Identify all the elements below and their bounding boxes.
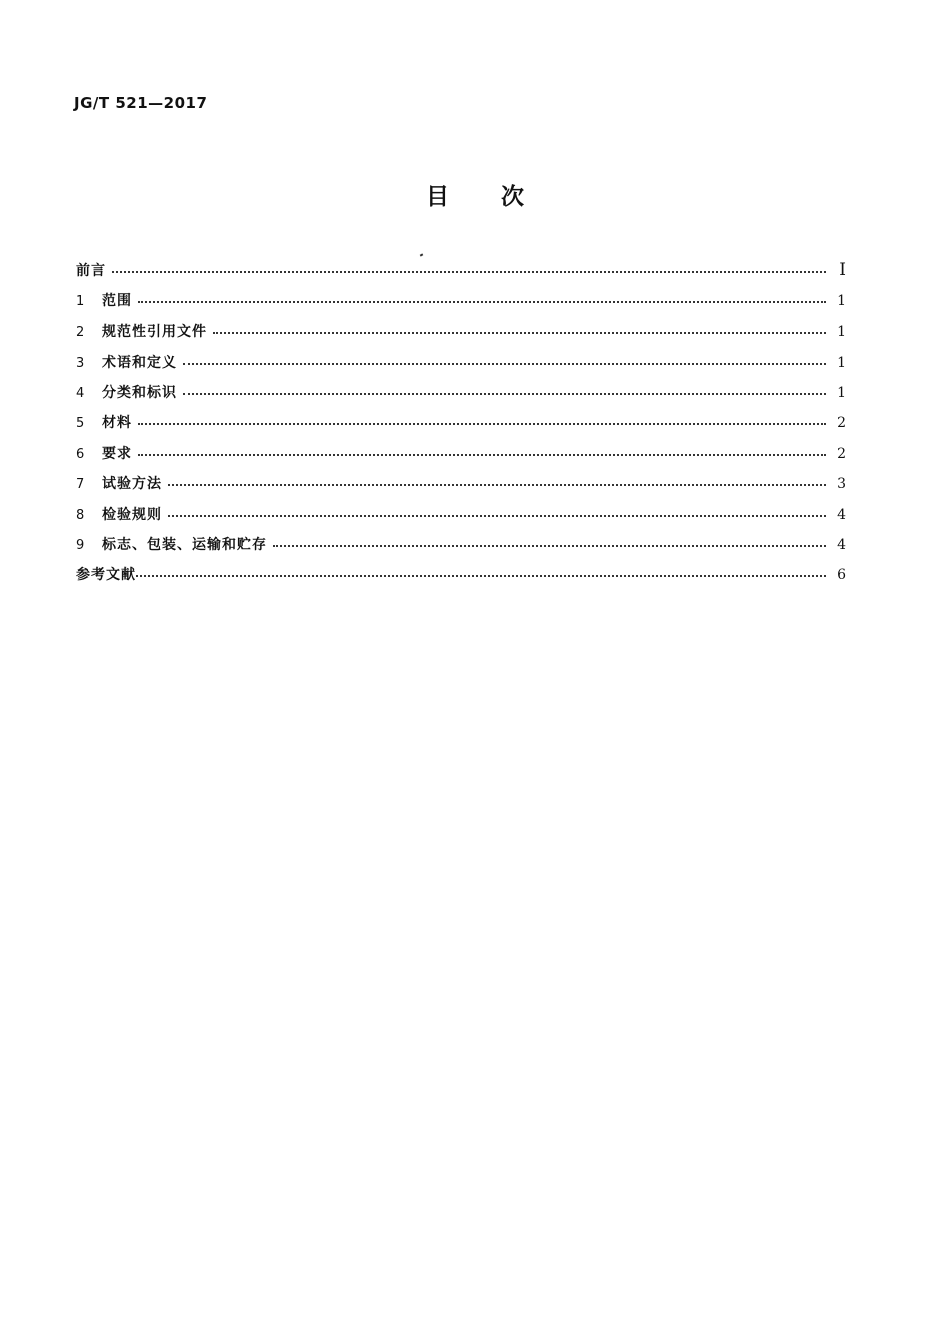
toc-entry-6[interactable] [76,443,846,465]
standard-code: JG/T 521—2017 [74,94,208,112]
toc-entry-label: 范围 [102,293,132,309]
toc-entry-label: 要求 [102,446,132,462]
toc-entry-number: 8 [76,508,85,523]
toc-entry-2[interactable] [76,321,846,343]
dot-leader [138,413,826,427]
toc-entry-9[interactable] [76,534,846,556]
toc-entry-number: 9 [76,538,85,553]
dot-leader [183,383,826,397]
toc-entry-page: 1 [837,324,846,340]
toc-entry-foreword[interactable] [76,260,846,282]
title-part-1: 目 [426,184,449,210]
page-title [0,178,950,211]
toc-entry-label: 试验方法 [102,476,162,492]
toc-entry-number: 3 [76,356,85,371]
toc-entry-page: 1 [837,293,846,309]
toc-entry-number: 5 [76,416,85,431]
toc-entry-page: 1 [837,355,846,371]
toc-entry-number: 4 [76,386,85,401]
dot-leader [168,474,826,488]
dot-leader [112,261,826,275]
title-part-2: 次 [501,184,524,210]
toc-entry-label: 标志、包装、运输和贮存 [102,537,267,553]
toc-entry-number: 2 [76,325,85,340]
dot-leader [213,322,826,336]
toc-entry-3[interactable] [76,352,846,374]
toc-entry-page: 6 [837,567,846,583]
toc-entry-8[interactable] [76,504,846,526]
toc-entry-label: 前言 [76,263,106,279]
dot-leader [168,505,826,519]
toc-entry-1[interactable] [76,290,846,312]
toc-entry-references[interactable] [76,564,846,586]
toc-entry-number: 6 [76,447,85,462]
toc-entry-page: 4 [837,537,846,553]
toc-entry-page: 2 [837,415,846,431]
dot-leader [138,291,826,305]
toc-entry-page: 3 [837,476,846,492]
toc-entry-label: 规范性引用文件 [102,324,207,340]
toc-entry-label: 检验规则 [102,507,162,523]
dot-leader [183,353,826,367]
toc-entry-page: 2 [837,446,846,462]
toc-entry-page: 4 [837,507,846,523]
toc-entry-number: 1 [76,294,85,309]
toc-entry-label: 术语和定义 [102,355,177,371]
dot-leader [136,565,826,579]
toc-entry-number: 7 [76,477,85,492]
toc-entry-page: I [839,260,846,280]
toc-entry-label: 参考文献 [76,567,136,583]
toc-entry-7[interactable] [76,473,846,495]
toc-entry-page: 1 [837,385,846,401]
toc-entry-5[interactable] [76,412,846,434]
toc-entry-label: 分类和标识 [102,385,177,401]
dot-leader [138,444,826,458]
toc-entry-label: 材料 [102,415,132,431]
toc-entry-4[interactable] [76,382,846,404]
dot-leader [273,535,826,549]
scan-speck [420,253,424,256]
